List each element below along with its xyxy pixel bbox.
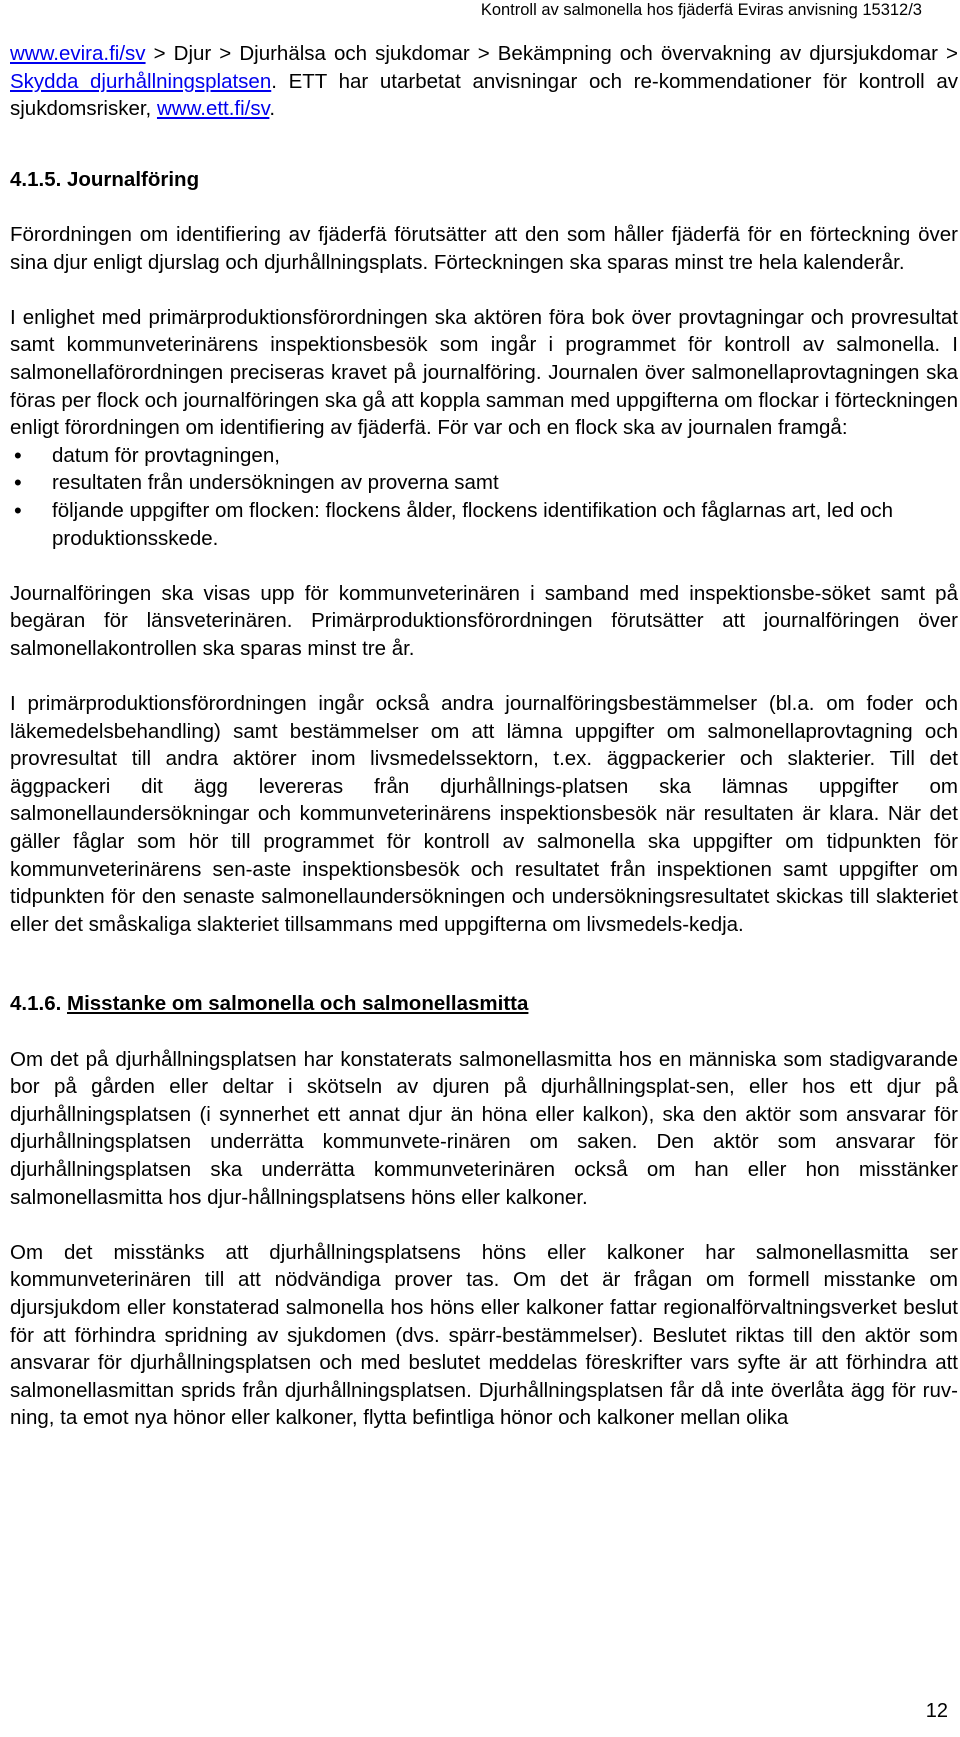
intro-text-1: > Djur > Djurhälsa och sjukdomar > Bekämpning och övervakning av djursjukdomar > (145, 42, 958, 65)
paragraph-forteckning: Förordningen om identifiering av fjäderfä förutsätter att den som håller fjäderfä för en förteckning över sina djur enligt djurslag och djurhållningsplats. Förteckningen ska sparas minst tre hela kalenderår. (10, 222, 958, 274)
link-ett[interactable]: www.ett.fi/sv (156, 97, 270, 121)
page-number: 12 (925, 1700, 948, 1722)
paragraph-andra-bestammelser: I primärproduktionsförordningen ingår också andra journalföringsbestämmelser (bl.a. om foder och läkemedelsbehandling) samt bestämmelser om att lämna uppgifter om salmonellaprovtagning och provresultat till andra aktörer inom livsmedelssektorn, t.ex. äggpackerier och slakterier. Till det äggpackeri dit ägg levereras från djurhållnings-platsen ska lämnas uppgifter om salmonellaundersökningar och kommunveterinärens inspektionsbesök när resultaten är klara. När det gäller fåglar som hör till programmet för kontroll av salmonella ska uppgifter om tidpunkten för kommunveterinärens sen-aste inspektionsbesök och resultatet från inspektionen samt uppgifter om tidpunkten för den senaste salmonellaundersökningen och undersökningsresultatet skickas till slakteriet eller det småskaliga slakteriet tillsammans med uppgifterna om livsmedels-kedja. (10, 692, 958, 936)
paragraph-journalforing-visas: Journalföringen ska visas upp för kommunveterinären i samband med inspektionsbe-söket samt på begäran för länsveterinären. Primärproduktionsförordningen förutsätter att journalföringen över salmonellakontrollen ska sparas minst tre år. (10, 581, 958, 660)
running-header (0, 0, 960, 19)
heading-number: 4.1.6. (10, 992, 67, 1016)
link-skydda-djurhallningsplatsen[interactable]: Skydda djurhållningsplatsen (10, 69, 272, 93)
list-item: • resultaten från undersökningen av proverna samt (10, 469, 958, 497)
paragraph-primarproduktion: I enlighet med primärproduktionsförordningen ska aktören föra bok över provtagningar och provresultat samt kommunveterinärens inspektionsbesök som ingår i programmet för kontroll av salmonella. I salmonellaförordningen preciseras kravet på journalföring. Journalen över salmonellaprovtagningen ska föras per flock och journalföringen ska gå att koppla samman med uppgifterna om flockar i förteckningen enligt förordningen om identifiering av fjäderfä. För var och en flock ska av journalen framgå: (10, 305, 958, 440)
journal-bullet-list (10, 442, 958, 552)
heading-misstanke (10, 990, 958, 1018)
heading-journalforing: 4.1.5. Journalföring (10, 167, 200, 191)
intro-paragraph (10, 40, 958, 123)
intro-text-3: . (269, 97, 276, 121)
paragraph-misstanke-smitta: Om det misstänks att djurhållningsplatsens höns eller kalkoner har salmonellasmitta ser kommunveterinären till att nödvändiga prover tas. Om det är frågan om formell misstanke om djursjukdom eller konstaterad salmonella hos höns eller kalkoner fattar regionalförvaltningsverket beslut för att förhindra spridning av sjukdomen (dvs. spärr-bestämmelser). Beslutet riktas till den aktör som ansvarar för djurhållningsplatsen och med beslutet meddelas föreskrifter vars syfte är att förhindra att salmonellasmittan sprids från djurhållningsplatsen. Djurhållningsplatsen får då inte överlåta ägg för ruv-ning, ta emot nya hönor eller kalkoner, flytta befintliga hönor och kalkoner mellan olika (10, 1240, 958, 1430)
list-item: • datum för provtagningen, (10, 442, 958, 470)
running-title: Kontroll av salmonella hos fjäderfä Eviras anvisning 15312/3 (480, 1, 922, 19)
link-evira[interactable]: www.evira.fi/sv (10, 42, 146, 65)
paragraph-konstaterad-smitta: Om det på djurhållningsplatsen har konstaterats salmonellasmitta hos en människa som stadigvarande bor på gården eller deltar i skötseln av djuren på djurhållningsplat-sen, eller hos ett djur på djurhållningsplatsen (i synnerhet ett annat djur än höna eller kalkon), ska den aktör som ansvarar för djurhållningsplatsen underrätta kommunvete-rinären om saken. Den aktör som ansvarar för djurhållningsplatsen ska underrätta kommunveterinären också om han eller hon misstänker salmonellasmitta hos djur-hållningsplatsens höns eller kalkoner. (10, 1047, 958, 1209)
list-item: • följande uppgifter om flocken: flockens ålder, flockens identifikation och fåglarnas art, led och produktionsskede. (10, 497, 958, 552)
page-content (10, 40, 958, 1432)
intro-text-2: . ETT har utarbetat anvisningar och re-kommendationer för kontroll av sjukdomsrisker, (10, 69, 959, 121)
heading-title: Misstanke om salmonella och salmonellasmitta (67, 992, 529, 1016)
